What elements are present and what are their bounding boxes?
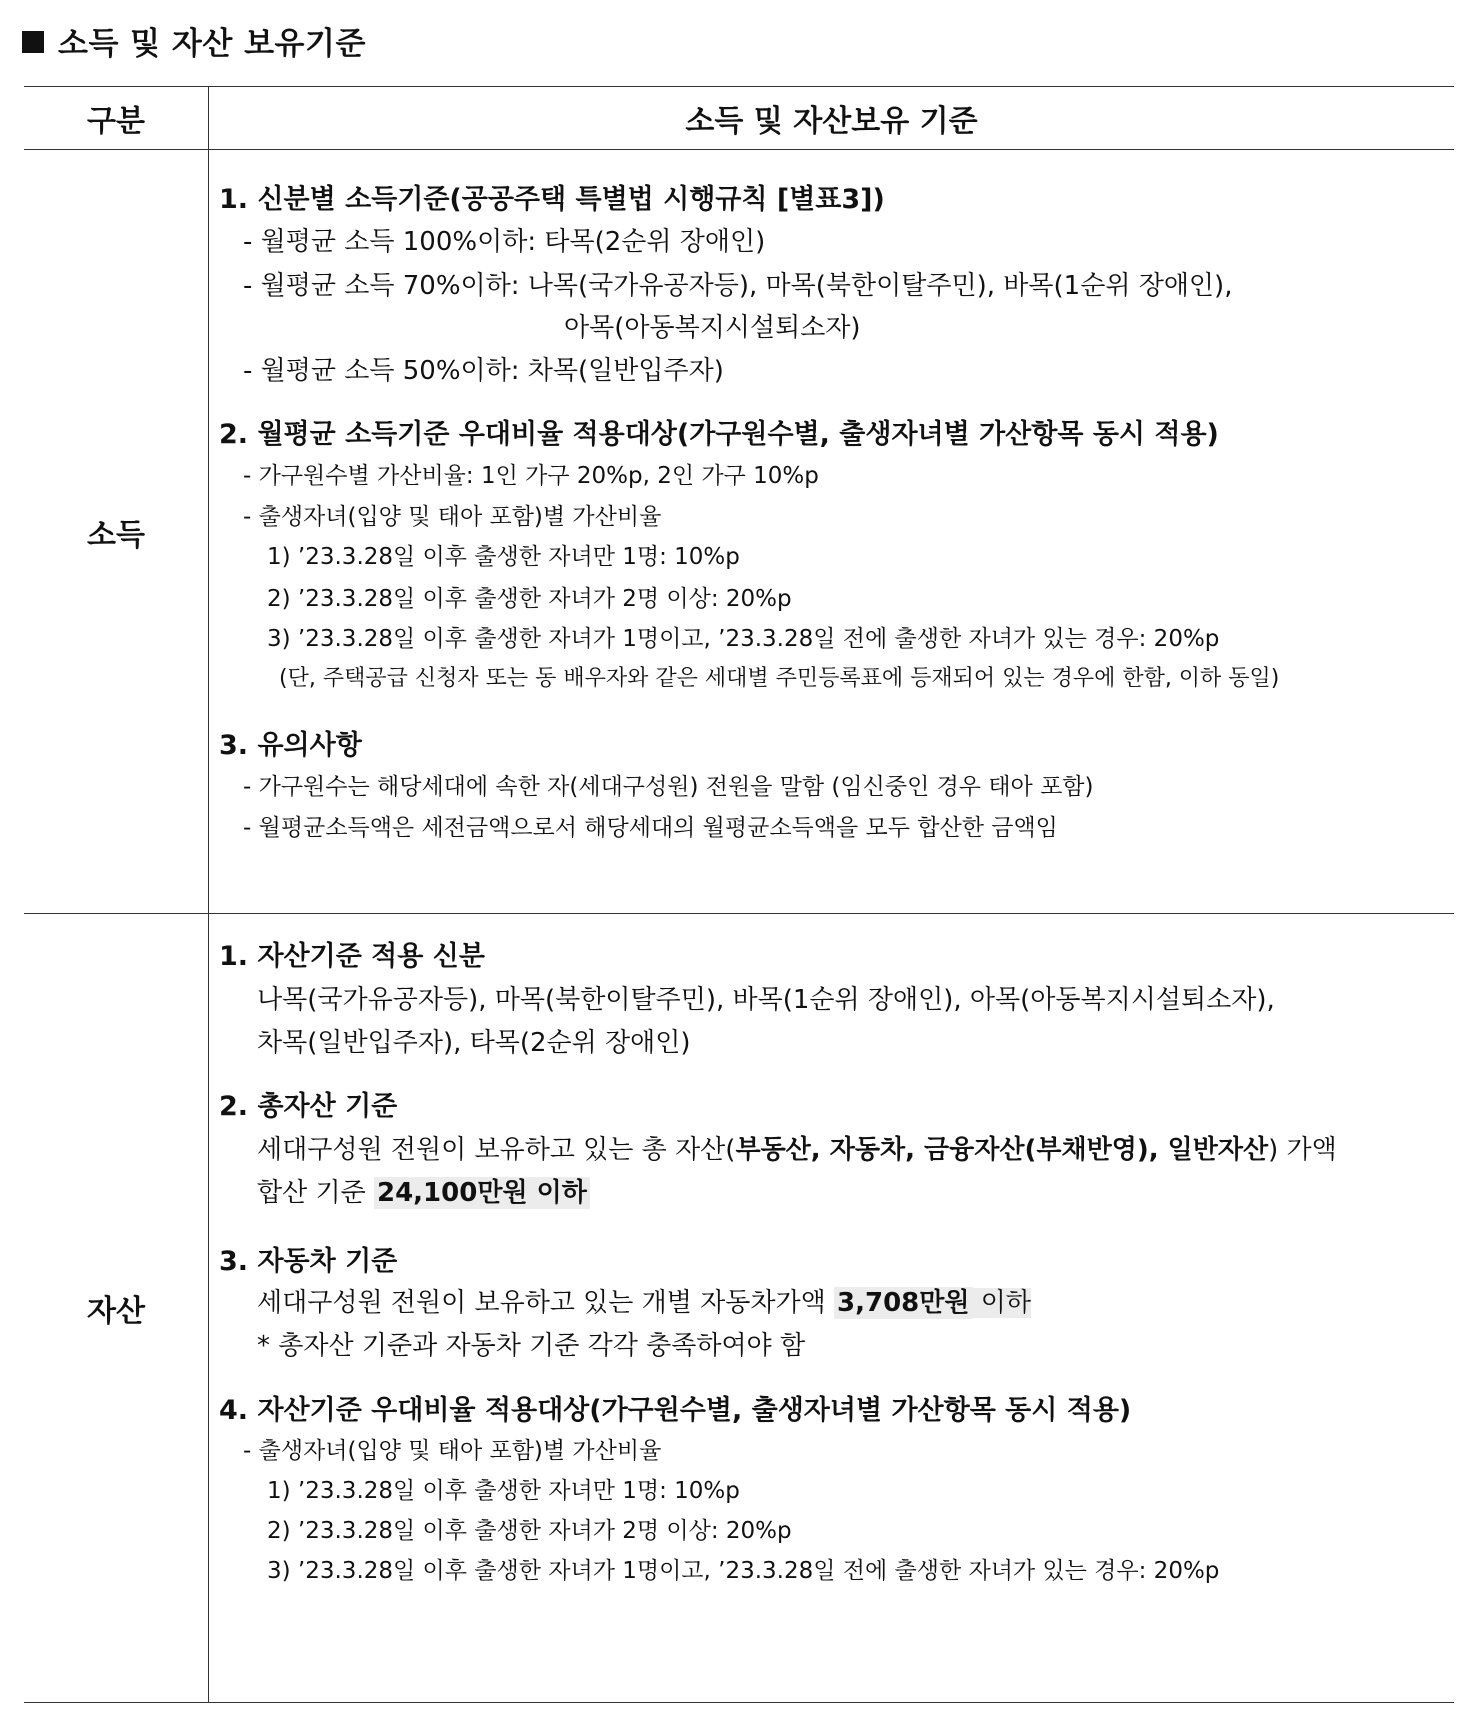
page-title [22,18,366,63]
text-fragment: 세대구성원 전원이 보유하고 있는 총 자산( [257,1135,736,1165]
income-section3-line: - 월평균소득액은 세전금액으로서 해당세대의 월평균소득액을 모두 합산한 금액임 [243,815,1058,841]
asset-section3-line [257,1282,1031,1319]
income-section2-title: 2. 월평균 소득기준 우대비율 적용대상(가구원수별, 출생자녀별 가산항목 동시 적용) [219,419,1219,450]
income-section1-line: - 월평균 소득 70%이하: 나목(국가유공자등), 마목(북한이탈주민), 바목(1순위 장애인), [243,271,1233,301]
asset-section2-title: 2. 총자산 기준 [219,1091,398,1122]
income-section1-line: - 월평균 소득 50%이하: 차목(일반입주자) [243,356,724,386]
criteria-table [24,86,1454,1703]
square-bullet-icon [22,31,44,53]
text-fragment: ) 가액 [1268,1135,1337,1165]
asset-section4-line: 2) ’23.3.28일 이후 출생한 자녀가 2명 이상: 20%p [267,1518,792,1544]
income-label: 소득 [24,150,209,914]
header-category: 구분 [24,87,209,150]
income-content [209,150,1455,914]
asset-section2-line [257,1172,590,1209]
text-fragment: 세대구성원 전원이 보유하고 있는 개별 자동차가액 [257,1288,835,1318]
total-asset-limit: 24,100만원 이하 [374,1177,590,1209]
table-header-row [24,87,1454,150]
asset-section1-line: 나목(국가유공자등), 마목(북한이탈주민), 바목(1순위 장애인), 아목(아동복지시설퇴소자), [257,985,1275,1015]
text-fragment: 합산 기준 [257,1178,374,1208]
income-row [24,150,1454,914]
asset-section2-line [257,1129,1337,1166]
income-section1-line: 아목(아동복지시설퇴소자) [564,313,861,343]
text-fragment: 이하 [972,1288,1032,1318]
income-section2-line: - 가구원수별 가산비율: 1인 가구 20%p, 2인 가구 10%p [243,463,819,489]
asset-section1-title: 1. 자산기준 적용 신분 [219,941,485,972]
asset-section4-title: 4. 자산기준 우대비율 적용대상(가구원수별, 출생자녀별 가산항목 동시 적용) [219,1395,1132,1426]
asset-types-bold: 부동산, 자동차, 금융자산(부채반영), 일반자산 [735,1135,1269,1165]
income-section3-title: 3. 유의사항 [219,730,362,761]
asset-section4-line: 3) ’23.3.28일 이후 출생한 자녀가 1명이고, ’23.3.28일 전에 출생한 자녀가 있는 경우: 20%p [267,1558,1220,1584]
car-value-limit: 3,708만원 [834,1287,972,1319]
asset-section3-title: 3. 자동차 기준 [219,1246,398,1277]
header-criteria: 소득 및 자산보유 기준 [209,87,1455,150]
asset-section4-line: 1) ’23.3.28일 이후 출생한 자녀만 1명: 10%p [267,1478,740,1504]
income-section1-title: 1. 신분별 소득기준(공공주택 특별법 시행규칙 [별표3]) [219,184,885,215]
asset-row [24,914,1454,1703]
income-section2-line: 2) ’23.3.28일 이후 출생한 자녀가 2명 이상: 20%p [267,586,792,612]
income-section2-note: (단, 주택공급 신청자 또는 동 배우자와 같은 세대별 주민등록표에 등재되어 있는 경우에 한함, 이하 동일) [279,666,1280,691]
income-section1-line: - 월평균 소득 100%이하: 타목(2순위 장애인) [243,227,766,257]
income-section2-line: 1) ’23.3.28일 이후 출생한 자녀만 1명: 10%p [267,544,740,570]
asset-section4-line: - 출생자녀(입양 및 태아 포함)별 가산비율 [243,1438,662,1464]
asset-content [209,914,1455,1703]
asset-section3-note: * 총자산 기준과 자동차 기준 각각 충족하여야 함 [257,1331,806,1361]
page-title-text: 소득 및 자산 보유기준 [58,26,366,62]
income-section2-line: - 출생자녀(입양 및 태아 포함)별 가산비율 [243,504,662,530]
asset-label: 자산 [24,914,209,1703]
income-section2-line: 3) ’23.3.28일 이후 출생한 자녀가 1명이고, ’23.3.28일 전에 출생한 자녀가 있는 경우: 20%p [267,626,1220,652]
income-section3-line: - 가구원수는 해당세대에 속한 자(세대구성원) 전원을 말함 (임신중인 경우 태아 포함) [243,774,1094,800]
asset-section1-line: 차목(일반입주자), 타목(2순위 장애인) [257,1028,691,1058]
